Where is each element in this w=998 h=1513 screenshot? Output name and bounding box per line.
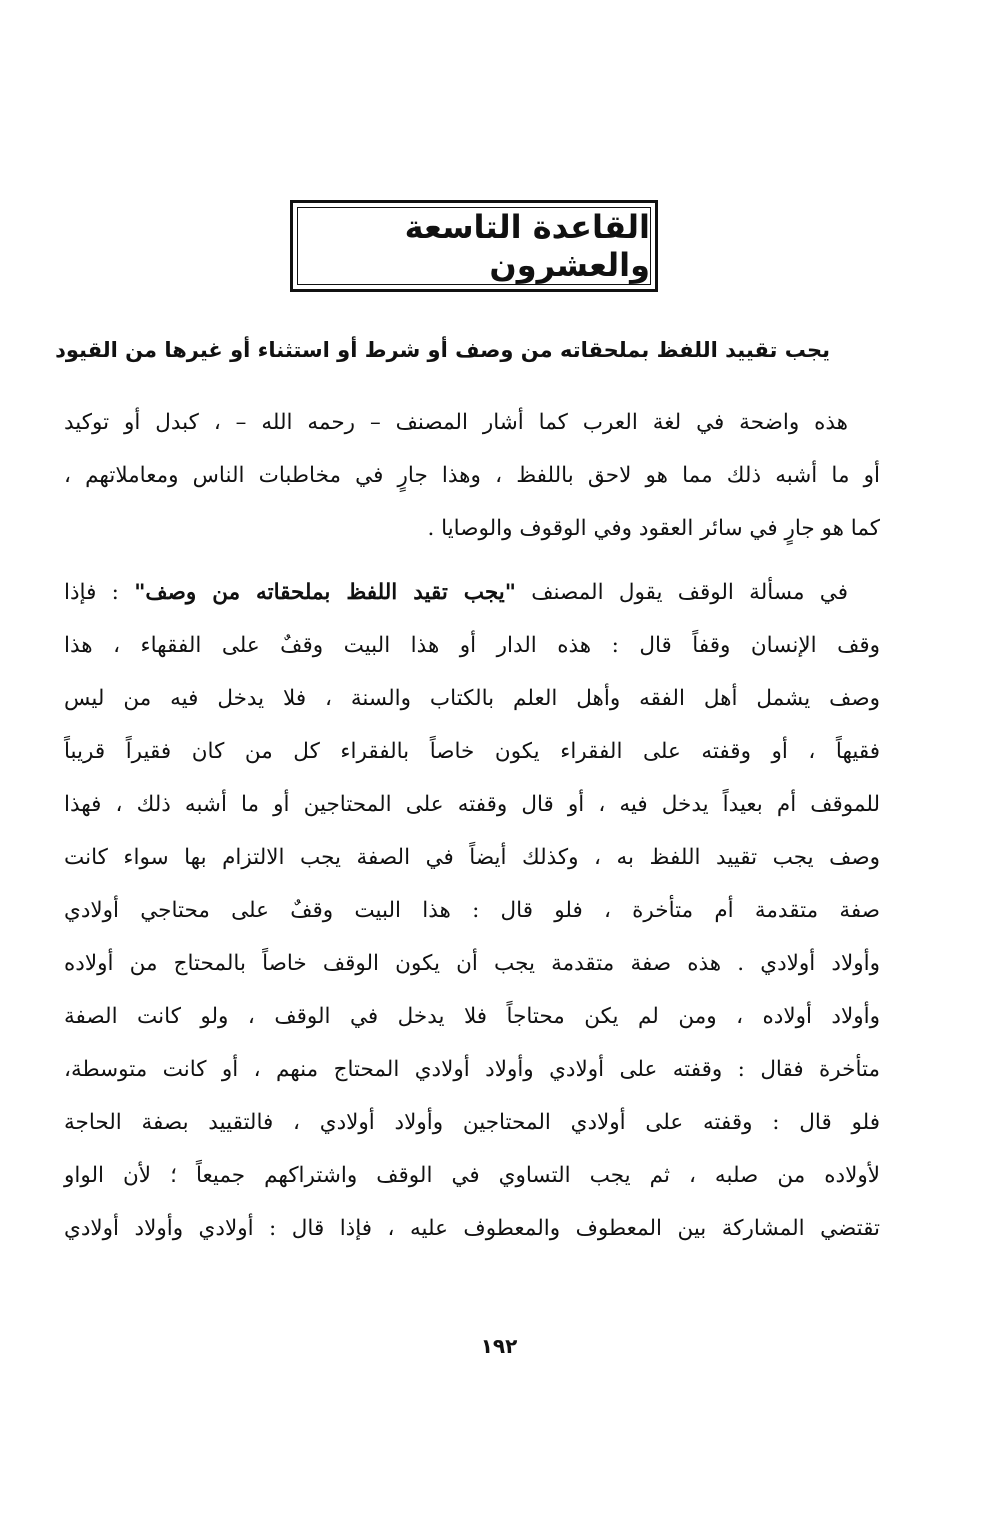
paragraph-1-line: كما هو جارٍ في سائر العقود وفي الوقوف والوصايا . bbox=[427, 516, 880, 541]
paragraph-1 bbox=[64, 396, 880, 555]
paragraph-2-line: فقيهاً ، أو وقفته على الفقراء يكون خاصاً بالفقراء كل من كان فقيراً قريباً bbox=[64, 739, 880, 764]
paragraph-2-line: صفة متقدمة أم متأخرة ، فلو قال : هذا البيت وقفٌ على محتاجي أولادي bbox=[64, 898, 880, 923]
paragraph-1-line: هذه واضحة في لغة العرب كما أشار المصنف – رحمه الله – ، كبدل أو توكيد bbox=[64, 410, 848, 435]
page-number: ١٩٢ bbox=[480, 1334, 518, 1358]
paragraph-2-line: وأولاد أولادي . هذه صفة متقدمة يجب أن يكون الوقف خاصاً بالمحتاج من أولاده bbox=[64, 951, 880, 976]
paragraph-2-line: وأولاد أولاده ، ومن لم يكن محتاجاً فلا يدخل في الوقف ، ولو كانت الصفة bbox=[64, 1004, 880, 1029]
paragraph-2-line: وصف يجب تقييد اللفظ به ، وكذلك أيضاً في الصفة يجب الالتزام بها سواء كانت bbox=[64, 845, 880, 870]
paragraph-2-line: تقتضي المشاركة بين المعطوف والمعطوف عليه ، فإذا قال : أولادي وأولاد أولادي bbox=[64, 1216, 880, 1241]
rule-title: القاعدة التاسعة والعشرون bbox=[404, 208, 650, 284]
paragraph-1-line: أو ما أشبه ذلك مما هو لاحق باللفظ ، وهذا جارٍ في مخاطبات الناس ومعاملاتهم ، bbox=[64, 463, 880, 488]
title-frame-inner bbox=[297, 207, 651, 285]
paragraph-2-intro-end: : فإذا bbox=[64, 580, 135, 605]
paragraph-2-line: فلو قال : وقفته على أولادي المحتاجين وأولاد أولادي ، فالتقييد بصفة الحاجة bbox=[64, 1110, 880, 1135]
paragraph-2-intro: في مسألة الوقف يقول المصنف bbox=[515, 580, 848, 605]
paragraph-2-line: وقف الإنسان وقفاً قال : هذه الدار أو هذا البيت وقفٌ على الفقهاء ، هذا bbox=[64, 633, 880, 658]
paragraph-2-line: وصف يشمل أهل الفقه وأهل العلم بالكتاب والسنة ، فلا يدخل فيه من ليس bbox=[64, 686, 880, 711]
rule-heading: يجب تقييد اللفظ بملحقاته من وصف أو شرط أو استثناء أو غيرها من القيود bbox=[55, 338, 830, 362]
paragraph-2-line: متأخرة فقال : وقفته على أولادي وأولاد أولادي المحتاج منهم ، أو كانت متوسطة، bbox=[64, 1057, 880, 1082]
paragraph-2 bbox=[64, 566, 880, 1255]
title-frame bbox=[290, 200, 658, 292]
paragraph-2-line: لأولاده من صلبه ، ثم يجب التساوي في الوقف واشتراكهم جميعاً ؛ لأن الواو bbox=[64, 1163, 880, 1188]
paragraph-2-line: للموقف أم بعيداً يدخل فيه ، أو قال وقفته على المحتاجين أو ما أشبه ذلك ، فهذا bbox=[64, 792, 880, 817]
paragraph-2-first-line bbox=[64, 566, 848, 619]
paragraph-2-quote: "يجب تقيد اللفظ بملحقاته من وصف" bbox=[134, 580, 516, 605]
